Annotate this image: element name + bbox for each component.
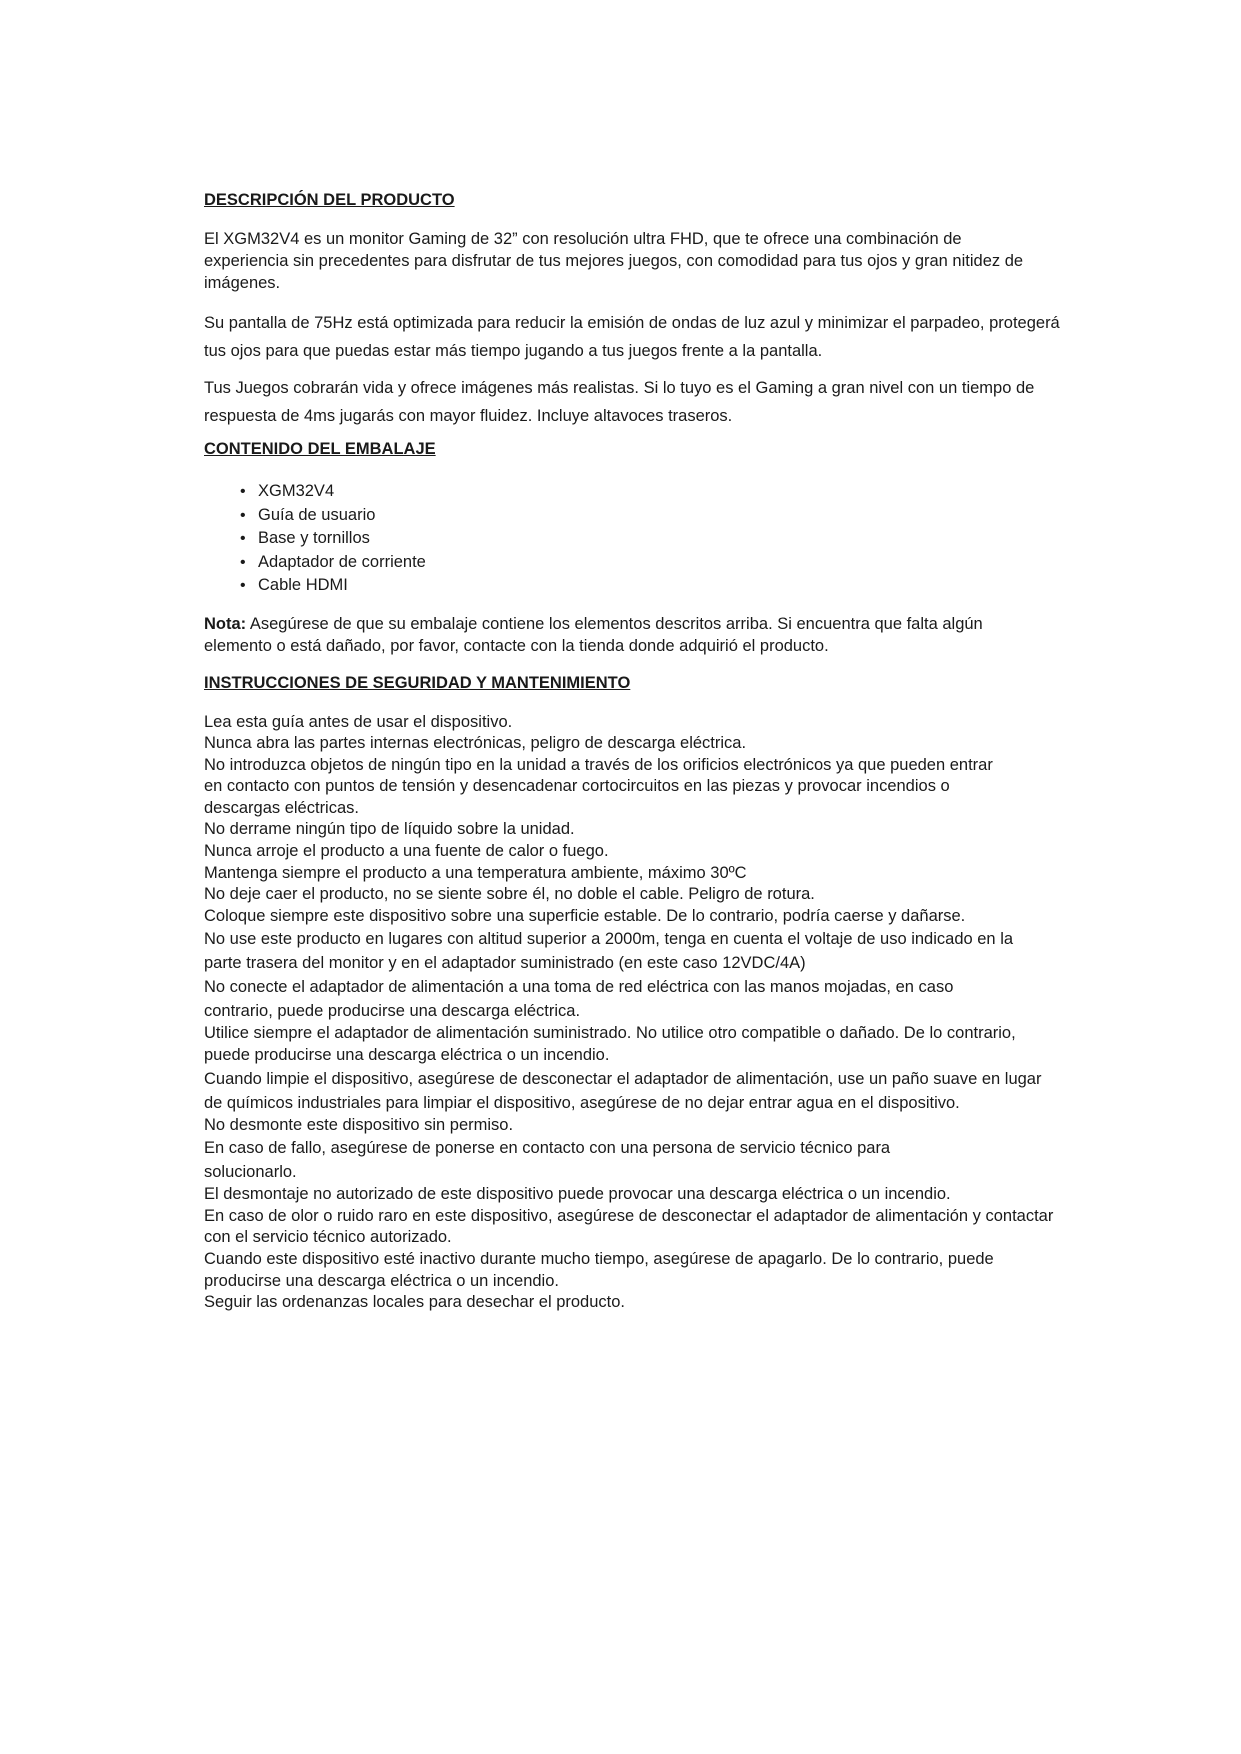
list-item: • Guía de usuario [240, 504, 1084, 528]
note-text: Asegúrese de que su embalaje contiene los elementos descritos arriba. Si encuentra que falta algún elemento o está dañado, por favor, contacte con la tienda donde adquirió el producto. [204, 614, 983, 655]
list-item: • Base y tornillos [240, 527, 1084, 551]
safety-line: No desmonte este dispositivo sin permiso. [204, 1115, 514, 1134]
safety-line: No introduzca objetos de ningún tipo en la unidad a través de los orificios electrónicos ya que pueden entrar en contacto con puntos de tensión y desencadenar cortocircuitos en las piezas y provocar incendios o descargas eléctricas. [204, 755, 993, 817]
safety-line: Cuando limpie el dispositivo, asegúrese de desconectar el adaptador de alimentación, use un paño suave en lugar de químicos industriales para limpiar el dispositivo, asegúrese de no dejar entrar agua en el dispositivo. [204, 1069, 1042, 1112]
safety-line: Mantenga siempre el producto a una temperatura ambiente, máximo 30ºC [204, 863, 747, 882]
safety-line: En caso de fallo, asegúrese de ponerse en contacto con una persona de servicio técnico para solucionarlo. [204, 1139, 891, 1182]
list-item: • Adaptador de corriente [240, 551, 1084, 575]
safety-line: Lea esta guía antes de usar el dispositivo. [204, 712, 513, 731]
list-item: • XGM32V4 [240, 480, 1084, 504]
description-paragraph-1: El XGM32V4 es un monitor Gaming de 32” con resolución ultra FHD, que te ofrece una combinación de experiencia sin precedentes para disfrutar de tus mejores juegos, con comodidad para tus ojos y gran nitidez de imágenes. [204, 230, 1024, 292]
package-list [204, 480, 1084, 598]
safety-line: El desmontaje no autorizado de este dispositivo puede provocar una descarga eléctrica o un incendio. [204, 1185, 951, 1204]
safety-list [204, 712, 1084, 1314]
document-page [204, 189, 1084, 1314]
note-label: Nota: [204, 614, 247, 633]
safety-line: Coloque siempre este dispositivo sobre una superficie estable. De lo contrario, podría caerse y dañarse. [204, 906, 966, 925]
safety-line: En caso de olor o ruido raro en este dispositivo, asegúrese de desconectar el adaptador de alimentación y contactar con el servicio técnico autorizado. [204, 1206, 1054, 1247]
description-paragraph-3: Tus Juegos cobrarán vida y ofrece imágenes más realistas. Si lo tuyo es el Gaming a gran nivel con un tiempo de respuesta de 4ms jugarás con mayor fluidez. Incluye altavoces traseros. [204, 379, 1035, 425]
safety-heading: INSTRUCCIONES DE SEGURIDAD Y MANTENIMIENTO [204, 673, 631, 692]
safety-line: Utilice siempre el adaptador de alimentación suministrado. No utilice otro compatible o dañado. De lo contrario, puede producirse una descarga eléctrica o un incendio. [204, 1024, 1016, 1065]
safety-line: No conecte el adaptador de alimentación a una toma de red eléctrica con las manos mojadas, en caso contrario, puede producirse una descarga eléctrica. [204, 978, 954, 1021]
safety-line: Cuando este dispositivo esté inactivo durante mucho tiempo, asegúrese de apagarlo. De lo contrario, puede producirse una descarga eléctrica o un incendio. [204, 1250, 994, 1290]
safety-line: No deje caer el producto, no se siente sobre él, no doble el cable. Peligro de rotura. [204, 885, 815, 904]
package-heading: CONTENIDO DEL EMBALAJE [204, 440, 436, 458]
safety-line: No derrame ningún tipo de líquido sobre la unidad. [204, 820, 575, 839]
safety-line: Seguir las ordenanzas locales para desechar el producto. [204, 1293, 626, 1312]
safety-line: Nunca abra las partes internas electrónicas, peligro de descarga eléctrica. [204, 734, 747, 753]
safety-line: Nunca arroje el producto a una fuente de calor o fuego. [204, 842, 609, 861]
safety-line: No use este producto en lugares con altitud superior a 2000m, tenga en cuenta el voltaje de uso indicado en la parte trasera del monitor y en el adaptador suministrado (en este caso 12VDC/4A) [204, 930, 1014, 973]
package-note [204, 613, 1004, 657]
list-item: • Cable HDMI [240, 574, 1084, 598]
description-heading: DESCRIPCIÓN DEL PRODUCTO [204, 191, 455, 209]
description-paragraph-2: Su pantalla de 75Hz está optimizada para reducir la emisión de ondas de luz azul y minimizar el parpadeo, protegerá tus ojos para que puedas estar más tiempo jugando a tus juegos frente a la pantalla. [204, 314, 1060, 360]
